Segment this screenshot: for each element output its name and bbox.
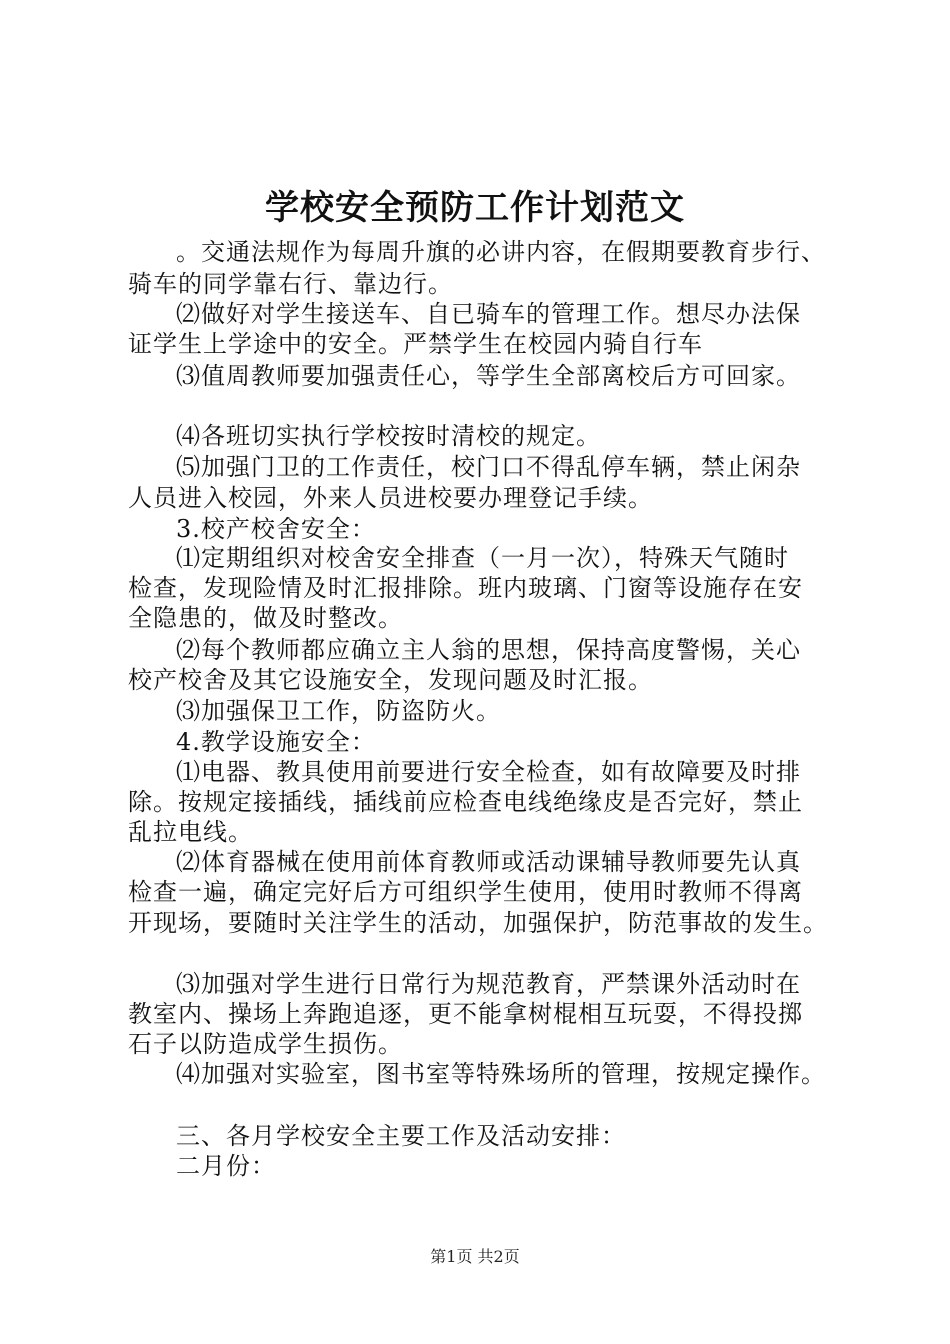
body-line: 开现场，要随时关注学生的活动，加强保护，防范事故的发生。 (128, 909, 828, 937)
body-line: ⑶值周教师要加强责任心，等学生全部离校后方可回家。 (176, 362, 801, 390)
body-line: 除。按规定接插线，插线前应检查电线绝缘皮是否完好，禁止 (128, 788, 803, 816)
body-line: 检查一遍，确定完好后方可组织学生使用，使用时教师不得离 (128, 878, 803, 906)
body-line: ⑵体育器械在使用前体育教师或活动课辅导教师要先认真 (176, 848, 801, 876)
body-line: ⑵每个教师都应确立主人翁的思想，保持高度警惕，关心 (176, 636, 801, 664)
body-line: 教室内、操场上奔跑追逐，更不能拿树棍相互玩耍，不得投掷 (128, 1000, 803, 1028)
body-line: 全隐患的，做及时整改。 (128, 604, 403, 632)
body-line: 乱拉电线。 (128, 818, 253, 846)
body-line: ⑷加强对实验室，图书室等特殊场所的管理，按规定操作。 (176, 1060, 826, 1088)
document-title: 学校安全预防工作计划范文 (265, 188, 685, 228)
body-line: ⑶加强对学生进行日常行为规范教育，严禁课外活动时在 (176, 970, 801, 998)
body-line: ⑴定期组织对校舍安全排查（一月一次），特殊天气随时 (176, 544, 789, 572)
page-footer: 第1页 共2页 (430, 1247, 520, 1266)
body-line: 人员进入校园，外来人员进校要办理登记手续。 (128, 484, 653, 512)
section-heading: 三、各月学校安全主要工作及活动安排： (176, 1122, 626, 1150)
body-line: 二月份： (176, 1152, 276, 1180)
body-line: ⑸加强门卫的工作责任，校门口不得乱停车辆，禁止闲杂 (176, 453, 801, 481)
body-line: 骑车的同学靠右行、靠边行。 (128, 270, 453, 298)
body-line: ⑴电器、教具使用前要进行安全检查，如有故障要及时排 (176, 758, 801, 786)
body-line: 检查，发现险情及时汇报排除。班内玻璃、门窗等设施存在安 (128, 574, 803, 602)
body-line: ⑷各班切实执行学校按时清校的规定。 (176, 422, 601, 450)
body-line: ⑶加强保卫工作，防盗防火。 (176, 697, 501, 725)
body-line: ⑵做好对学生接送车、自已骑车的管理工作。想尽办法保 (176, 300, 801, 328)
body-line: 证学生上学途中的安全。严禁学生在校园内骑自行车 (128, 330, 703, 358)
body-line: 石子以防造成学生损伤。 (128, 1030, 403, 1058)
body-line: 校产校舍及其它设施安全，发现问题及时汇报。 (128, 666, 653, 694)
section-heading: 4.教学设施安全： (176, 728, 376, 756)
section-heading: 3.校产校舍安全： (176, 515, 376, 543)
body-line: 。交通法规作为每周升旗的必讲内容，在假期要教育步行、 (176, 238, 826, 266)
